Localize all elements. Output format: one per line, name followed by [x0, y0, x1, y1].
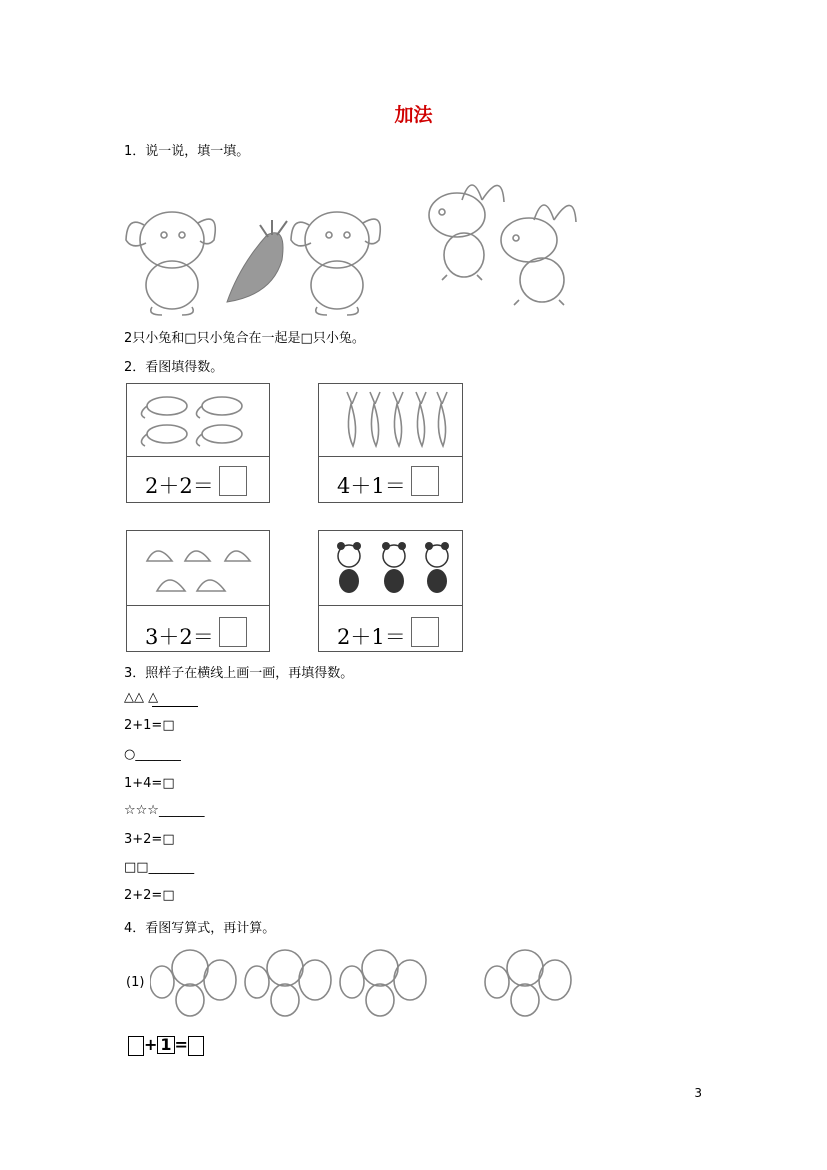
mice-picture: [127, 384, 269, 457]
item-label: (1): [126, 975, 145, 990]
rabbits-carrot-illustration: [122, 165, 582, 320]
page-title: 加法: [394, 104, 433, 126]
answer-box[interactable]: [411, 466, 439, 496]
equation-answer-row: [128, 1035, 204, 1056]
answer-box[interactable]: [219, 617, 247, 647]
question-1-heading: 1．说一说，填一填。: [124, 144, 250, 159]
equation: 4＋1＝: [337, 474, 406, 498]
card-caps: [126, 530, 270, 652]
equation: 3＋2＝: [145, 625, 214, 649]
answer-box[interactable]: [128, 1036, 144, 1056]
caps-picture: [127, 531, 269, 606]
pandas-picture: [319, 531, 462, 606]
answer-box[interactable]: [219, 466, 247, 496]
question-4-heading: 4．看图写算式，再计算。: [124, 921, 276, 936]
equation-line: 3+2=□: [124, 832, 175, 847]
card-carrots: [318, 383, 463, 503]
equation-line: 1+4=□: [124, 776, 175, 791]
drawing-line[interactable]: ○_______: [124, 747, 181, 762]
equation-line: 2+2=□: [124, 888, 175, 903]
given-number: 1: [157, 1036, 174, 1054]
question-1-sentence: 2只小兔和□只小兔合在一起是□只小兔。: [124, 331, 365, 346]
answer-box[interactable]: [411, 617, 439, 647]
drawing-line[interactable]: □□_______: [124, 860, 195, 875]
carrots-picture: [319, 384, 462, 457]
equals-sign: =: [174, 1035, 188, 1054]
answer-box[interactable]: [188, 1036, 204, 1056]
question-3-heading: 3．照样子在横线上画一画，再填得数。: [124, 666, 354, 681]
drawing-line[interactable]: ☆☆☆_______: [124, 803, 205, 818]
equation: 2＋1＝: [337, 625, 406, 649]
equation: 2＋2＝: [145, 474, 214, 498]
example-drawing: △△ △: [124, 690, 159, 705]
bees-illustration: [150, 940, 580, 1022]
page-number: 3: [694, 1086, 702, 1100]
equation-line: 2+1=□: [124, 718, 175, 733]
card-mice: [126, 383, 270, 503]
card-pandas: [318, 530, 463, 652]
plus-sign: +: [144, 1035, 158, 1054]
example-underline: [152, 706, 198, 707]
question-2-heading: 2．看图填得数。: [124, 360, 224, 375]
